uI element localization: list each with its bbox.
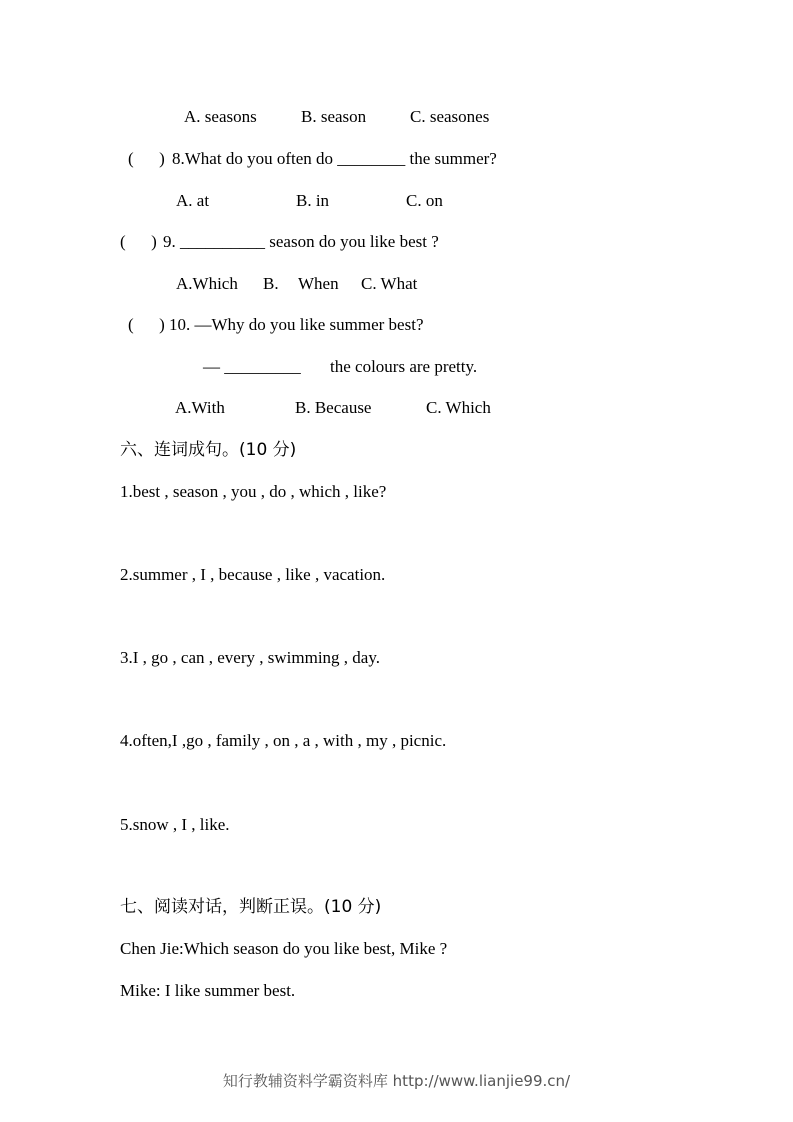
q7-option-c: C. seasones xyxy=(410,107,490,126)
q10-option-b: B. Because xyxy=(295,398,372,417)
section6-item-1: 1.best , season , you , do , which , like? xyxy=(120,482,387,501)
q10-answer-dash: — _________ xyxy=(203,357,301,376)
footer-watermark: 知行教辅资料学霸资料库 http://www.lianjie99.cn/ xyxy=(222,1072,571,1090)
q8-stem: 8.What do you often do ________ the summer? xyxy=(172,149,497,168)
q8-option-c: C. on xyxy=(406,191,443,210)
q10-stem: 10. —Why do you like summer best? xyxy=(169,315,424,334)
q9-answer-paren: ( ) xyxy=(120,232,157,251)
q9-option-c: C. What xyxy=(361,274,418,293)
section6-item-4: 4.often,I ,go , family , on , a , with , my , picnic. xyxy=(120,731,447,750)
section6-item-5: 5.snow , I , like. xyxy=(120,815,230,834)
q10-answer-paren: ( ) xyxy=(128,315,165,334)
q9-stem: 9. __________ season do you like best ? xyxy=(163,232,439,251)
q10-option-c: C. Which xyxy=(426,398,491,417)
section6-heading: 六、连词成句。(10 分) xyxy=(120,440,297,460)
q8-option-a: A. at xyxy=(176,191,210,210)
section7-dialog-line-2: Mike: I like summer best. xyxy=(120,981,296,1000)
q10-answer-rest: the colours are pretty. xyxy=(330,357,478,376)
q9-option-a: A.Which xyxy=(176,274,238,293)
q7-option-b: B. season xyxy=(301,107,367,126)
q8-option-b: B. in xyxy=(296,191,330,210)
section7-dialog-line-1: Chen Jie:Which season do you like best, Mike ? xyxy=(120,939,448,958)
q10-option-a: A.With xyxy=(175,398,225,417)
q8-answer-paren: ( ) xyxy=(128,149,165,168)
section6-item-3: 3.I , go , can , every , swimming , day. xyxy=(120,648,380,667)
q9-option-b-letter: B. xyxy=(263,274,279,293)
q7-option-a: A. seasons xyxy=(184,107,257,126)
section6-item-2: 2.summer , I , because , like , vacation. xyxy=(120,565,386,584)
q9-option-b-word: When xyxy=(298,274,339,293)
section7-heading: 七、阅读对话，判断正误。(10 分) xyxy=(120,897,382,917)
